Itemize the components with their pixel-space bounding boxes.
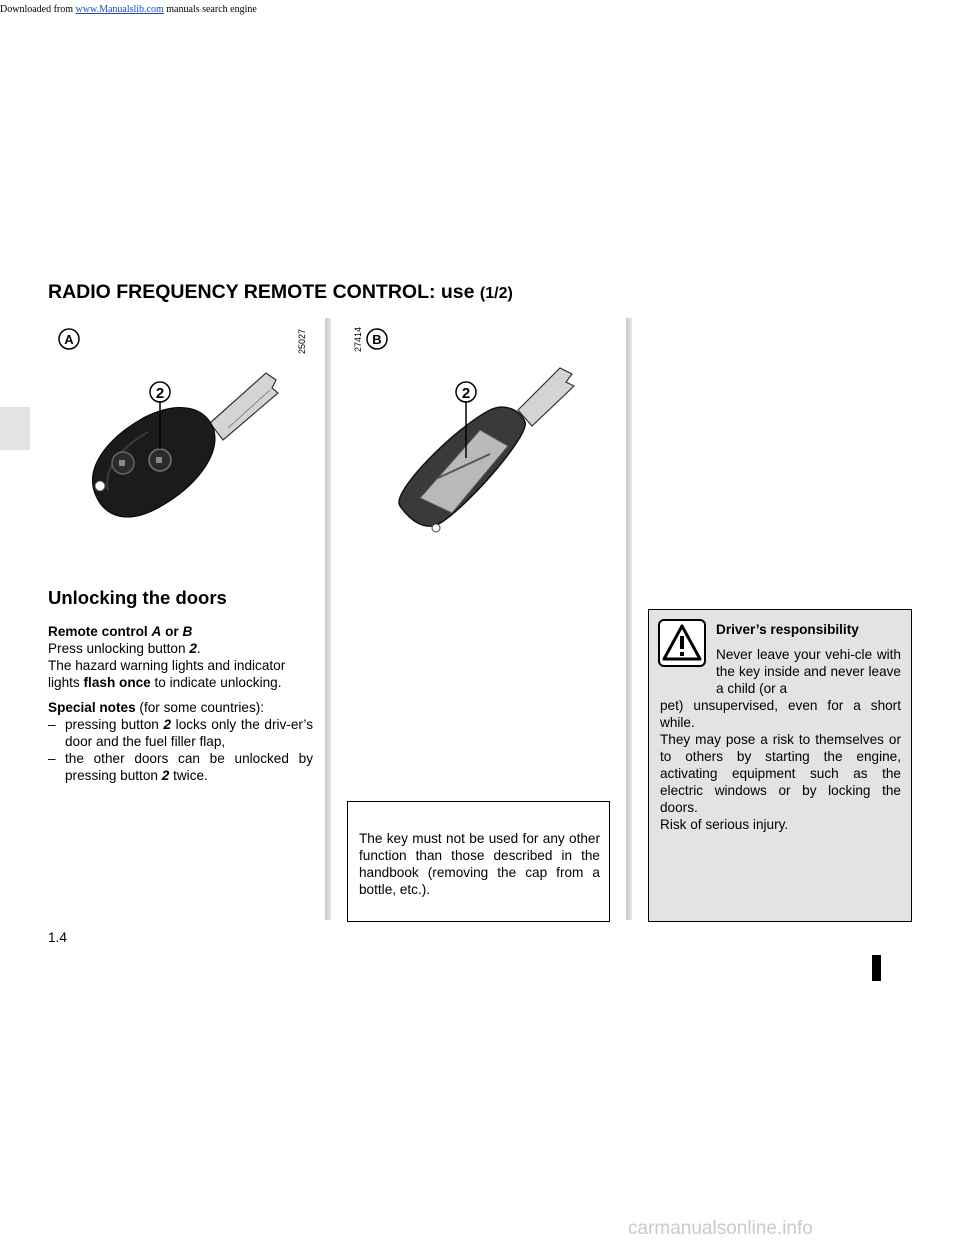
section-body bbox=[48, 623, 313, 784]
figure-b bbox=[360, 318, 620, 568]
special-notes-line: Special notes (for some countries): bbox=[48, 700, 265, 715]
manualslib-link[interactable]: www.Manualslib.com bbox=[75, 4, 164, 15]
column-divider bbox=[626, 318, 632, 920]
list-item: – pressing button 2 locks only the driv-er’s door and the fuel filler flap, bbox=[48, 717, 313, 749]
figure-a-callout: 2 bbox=[155, 385, 165, 402]
figure-b-ref: 27414 bbox=[353, 326, 363, 352]
note-text: The key must not be used for any other function than those described in the handbook (removing the cap from a bottle, etc.). bbox=[359, 831, 600, 897]
remote-control-line: Remote control A or B bbox=[48, 624, 193, 639]
warning-title: Driver’s responsibility bbox=[716, 622, 859, 637]
section-heading: Unlocking the doors bbox=[48, 587, 227, 608]
warning-text: Risk of serious injury. bbox=[660, 817, 789, 832]
figure-a-label: A bbox=[64, 332, 74, 347]
warning-lead: Never leave your vehi-cle with the key inside and never leave a child (or a bbox=[716, 647, 901, 696]
warning-box bbox=[648, 609, 912, 922]
column-divider bbox=[325, 318, 331, 920]
warning-triangle-icon bbox=[658, 619, 706, 667]
list-item: – the other doors can be unlocked by pressing button 2 twice. bbox=[48, 751, 313, 783]
warning-text: pet) unsupervised, even for a short while. bbox=[660, 698, 901, 730]
page-title: RADIO FREQUENCY REMOTE CONTROL: use (1/2) bbox=[48, 281, 513, 303]
page-marker bbox=[872, 955, 881, 981]
press-button-line: Press unlocking button 2. bbox=[48, 641, 201, 656]
figure-b-label: B bbox=[372, 332, 382, 347]
footer-watermark: carmanualsonline.info bbox=[628, 1218, 813, 1239]
hazard-lights-line: The hazard warning lights and indicator lights flash once to indicate unlocking. bbox=[48, 658, 286, 690]
page-number: 1.4 bbox=[48, 930, 67, 945]
figure-a bbox=[48, 318, 320, 568]
download-header: Downloaded from www.Manualslib.com manuals search engine bbox=[0, 4, 257, 15]
figure-b-callout: 2 bbox=[461, 385, 471, 402]
warning-text: They may pose a risk to themselves or to others by starting the engine, activating equipment such as the electric windows or by locking the doors. bbox=[660, 732, 901, 815]
note-box bbox=[347, 801, 610, 922]
chapter-tab bbox=[0, 407, 30, 450]
figure-a-ref: 25027 bbox=[297, 328, 307, 354]
